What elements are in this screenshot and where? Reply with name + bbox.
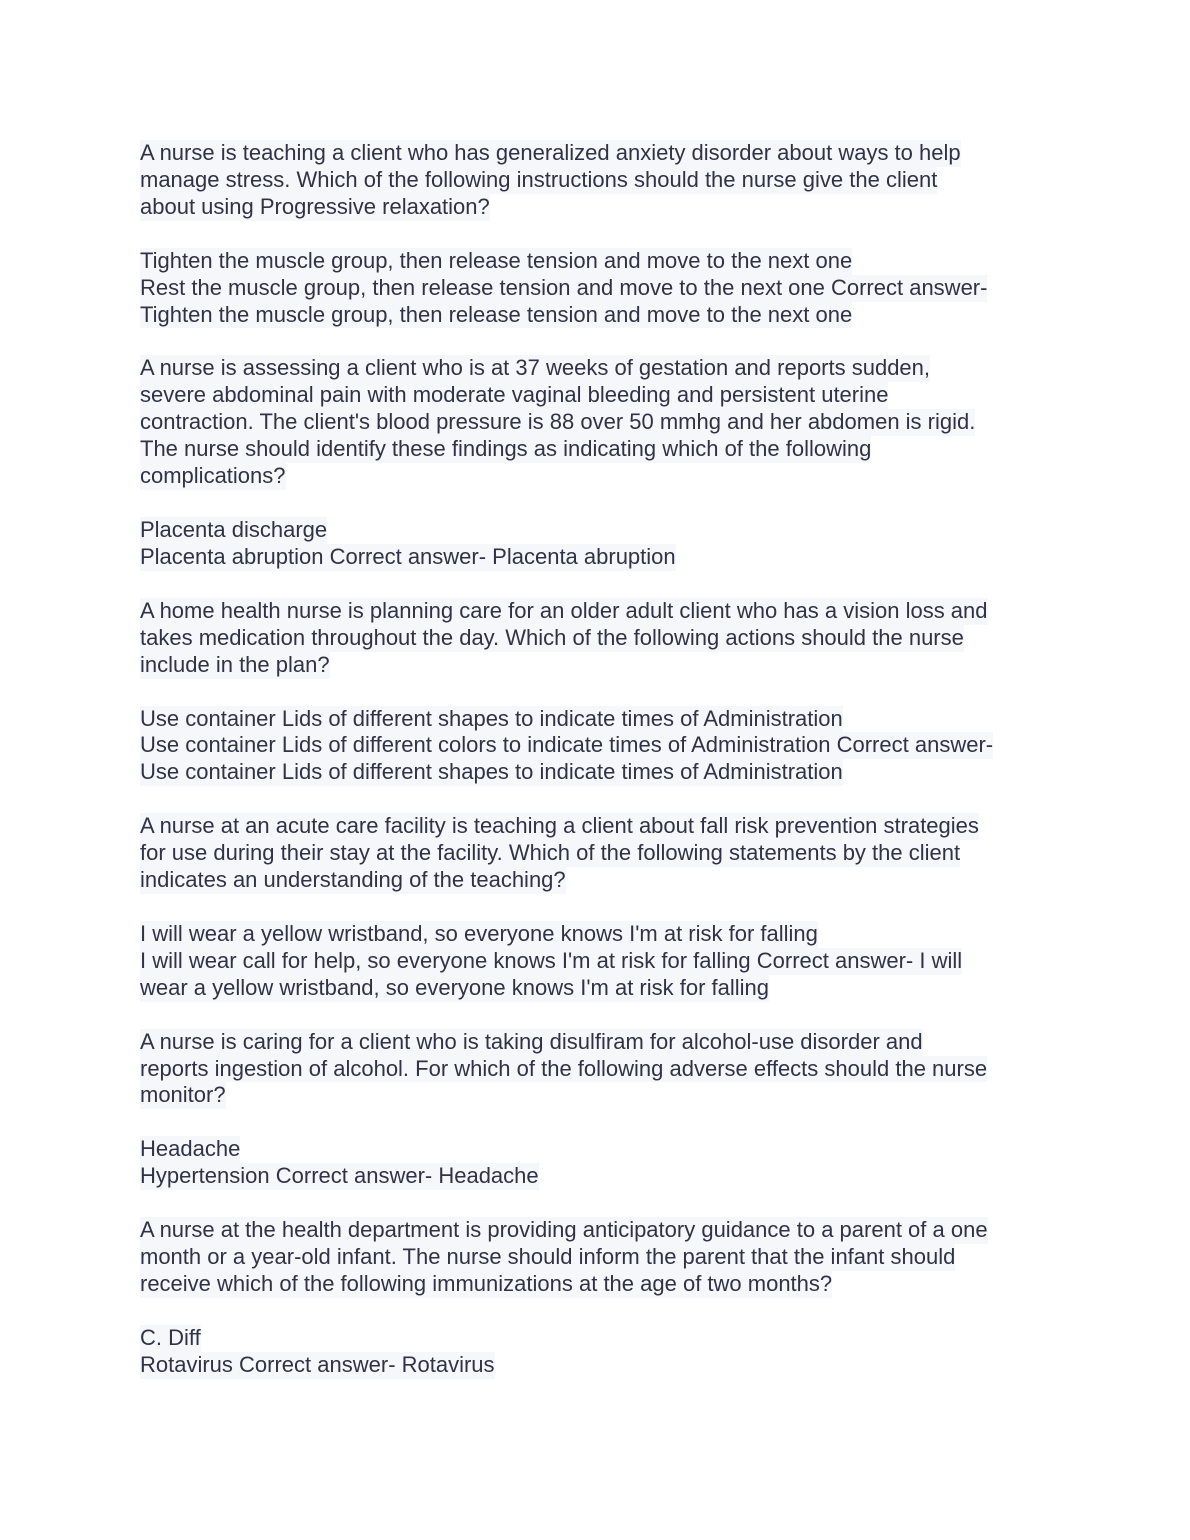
text-line: Use container Lids of different shapes to indicate times of Administration — [140, 759, 843, 785]
text-line: Placenta abruption Correct answer- Placenta abruption — [140, 543, 676, 569]
text-line: about using Progressive relaxation? — [140, 193, 490, 219]
text-line: Tighten the muscle group, then release tension and move to the next one — [140, 247, 853, 273]
text-line: Rest the muscle group, then release tension and move to the next one Correct answer- — [140, 274, 988, 300]
text-line: A nurse at the health department is providing anticipatory guidance to a parent of a one — [140, 1217, 988, 1243]
text-line: Use container Lids of different shapes to indicate times of Administration — [140, 705, 843, 731]
answer-block — [140, 1136, 1060, 1190]
text-line: Use container Lids of different colors to indicate times of Administration Correct answer- — [140, 732, 994, 758]
answer-block — [140, 517, 1060, 571]
answer-block — [140, 1325, 1060, 1379]
text-line: The nurse should identify these findings as indicating which of the following — [140, 436, 872, 462]
question-block — [140, 598, 1060, 679]
question-block — [140, 1029, 1060, 1110]
text-line: contraction. The client's blood pressure is 88 over 50 mmhg and her abdomen is rigid. — [140, 409, 976, 435]
text-line: Rotavirus Correct answer- Rotavirus — [140, 1351, 495, 1377]
text-line: C. Diff — [140, 1324, 201, 1350]
question-block — [140, 1217, 1060, 1298]
text-line: Headache — [140, 1136, 241, 1162]
text-line: complications? — [140, 463, 286, 489]
answer-block — [140, 248, 1060, 329]
text-line: A nurse is caring for a client who is taking disulfiram for alcohol-use disorder and — [140, 1028, 923, 1054]
text-line: Placenta discharge — [140, 516, 328, 542]
text-line: I will wear call for help, so everyone knows I'm at risk for falling Correct answer- I will — [140, 947, 963, 973]
question-block — [140, 140, 1060, 221]
question-block — [140, 355, 1060, 490]
document-content — [140, 140, 1060, 1406]
text-line: for use during their stay at the facility. Which of the following statements by the client — [140, 840, 961, 866]
text-line: A nurse is assessing a client who is at 37 weeks of gestation and reports sudden, — [140, 355, 931, 381]
text-line: reports ingestion of alcohol. For which of the following adverse effects should the nurse — [140, 1055, 988, 1081]
text-line: receive which of the following immunizations at the age of two months? — [140, 1271, 833, 1296]
answer-block — [140, 921, 1060, 1002]
text-line: manage stress. Which of the following instructions should the nurse give the client — [140, 166, 938, 192]
text-line: indicates an understanding of the teaching? — [140, 867, 566, 893]
text-line: wear a yellow wristband, so everyone knows I'm at risk for falling — [140, 974, 770, 1000]
text-line: takes medication throughout the day. Which of the following actions should the nurse — [140, 624, 964, 650]
text-line: include in the plan? — [140, 651, 330, 677]
text-line: month or a year-old infant. The nurse should inform the parent that the infant should — [140, 1244, 956, 1270]
text-line: Tighten the muscle group, then release tension and move to the next one — [140, 301, 853, 327]
text-line: I will wear a yellow wristband, so everyone knows I'm at risk for falling — [140, 920, 818, 946]
text-line: monitor? — [140, 1082, 226, 1108]
text-line: A nurse at an acute care facility is teaching a client about fall risk prevention strategies — [140, 813, 979, 839]
text-line: Hypertension Correct answer- Headache — [140, 1163, 539, 1189]
text-line: A home health nurse is planning care for an older adult client who has a vision loss and — [140, 597, 988, 623]
answer-block — [140, 706, 1060, 787]
text-line: A nurse is teaching a client who has generalized anxiety disorder about ways to help — [140, 140, 961, 165]
question-block — [140, 813, 1060, 894]
text-line: severe abdominal pain with moderate vaginal bleeding and persistent uterine — [140, 382, 889, 408]
